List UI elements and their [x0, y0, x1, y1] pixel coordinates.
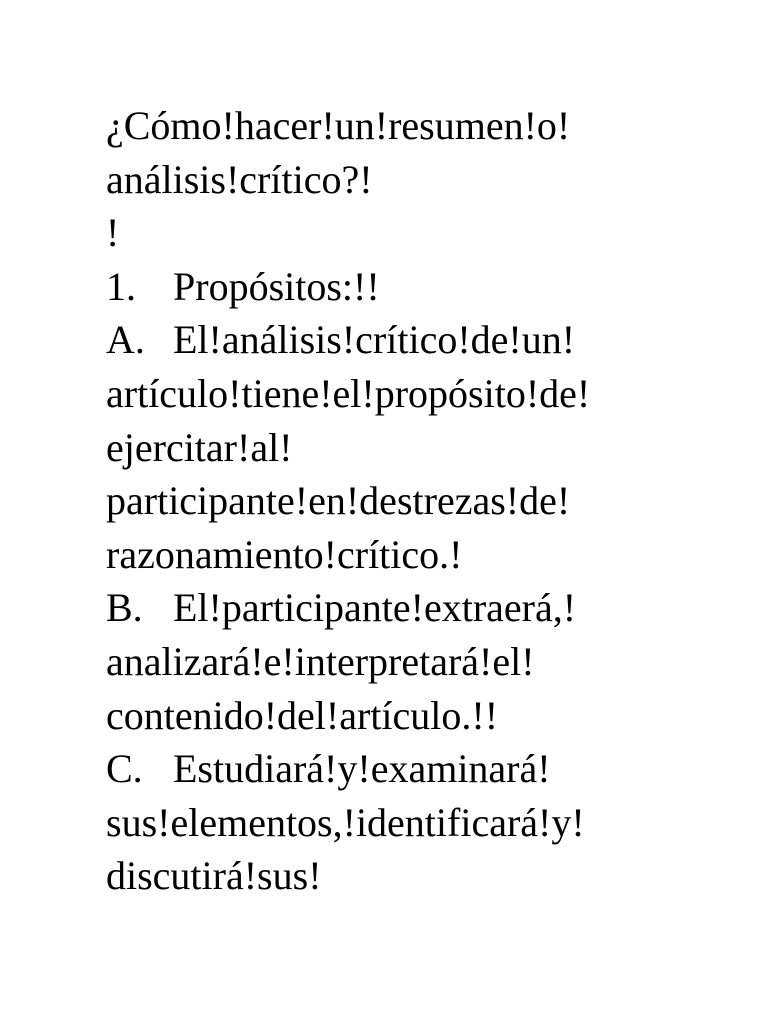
section-number: 1. — [106, 263, 136, 309]
list-item-a-marker: A. — [106, 317, 145, 363]
list-item-a-text-4: participante!en!destrezas!de! — [106, 478, 571, 524]
document-title-line-1: ¿Cómo!hacer!un!resumen!o! — [106, 103, 571, 148]
list-item-b-text-1: El!participante!extraerá,! — [173, 585, 577, 631]
list-item-b-text-2: analizará!e!interpretará!el! — [106, 638, 535, 684]
document-title-line-2: análisis!crítico?! — [106, 156, 373, 202]
section-heading-propositos — [106, 260, 746, 314]
list-item-b — [106, 581, 746, 742]
section-heading-text: Propósitos:!! — [173, 263, 380, 309]
list-item-a-text-3: ejercitar!al! — [106, 424, 293, 470]
spacer-line: ! — [106, 210, 120, 256]
list-item-a — [106, 313, 746, 581]
list-item-c-text-3: discutirá!sus! — [106, 853, 322, 899]
list-item-b-text-3: contenido!del!artículo.!! — [106, 692, 499, 738]
list-item-c-text-1: Estudiará!y!examinará! — [173, 746, 551, 792]
list-item-c-text-2: sus!elementos,!identificará!y! — [106, 799, 585, 845]
list-item-b-first-line — [106, 581, 746, 635]
list-item-a-text-1: El!análisis!crítico!de!un! — [173, 317, 576, 363]
list-item-a-text-5: razonamiento!crítico.! — [106, 531, 463, 577]
list-item-c-marker: C. — [106, 746, 143, 792]
list-item-c-first-line — [106, 742, 746, 796]
list-item-c — [106, 742, 746, 903]
list-item-a-text-2: artículo!tiene!el!propósito!de! — [106, 370, 591, 416]
list-item-a-first-line — [106, 313, 746, 367]
list-item-b-marker: B. — [106, 585, 143, 631]
document-body — [106, 99, 746, 903]
